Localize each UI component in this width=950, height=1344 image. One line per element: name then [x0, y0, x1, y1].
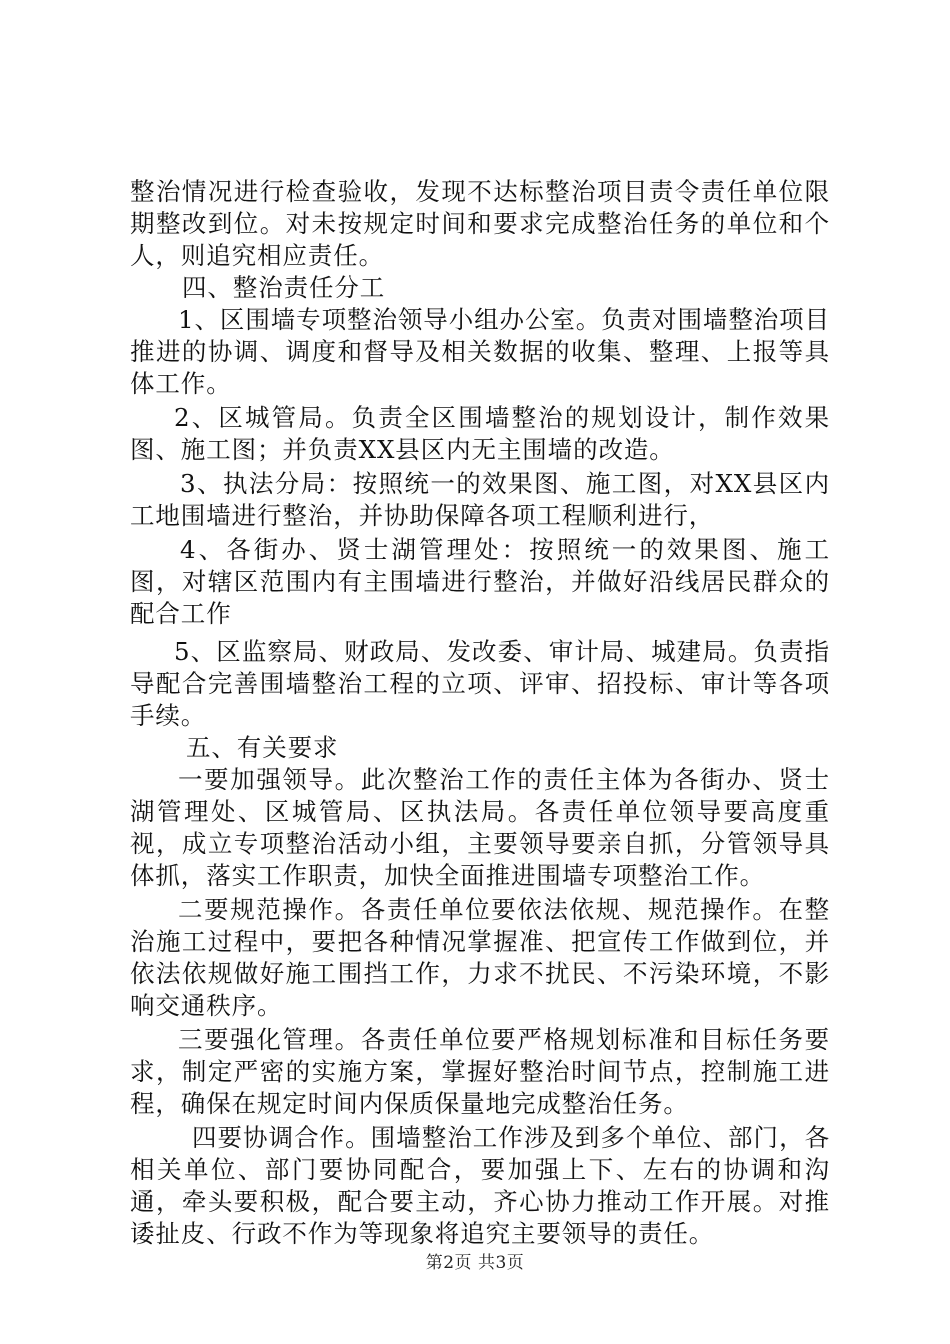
paragraph-requirement-3: 三要强化管理。各责任单位要严格规划标准和目标任务要求，制定严密的实施方案，掌握好整治时间节点，控制施工进程，确保在规定时间内保质保量地完成整治任务。 — [130, 1025, 830, 1118]
section-heading-requirements: 五、有关要求 — [186, 733, 339, 762]
paragraph-item-1: 1、区围墙专项整治领导小组办公室。负责对围墙整治项目推进的协调、调度和督导及相关数据的收集、整理、上报等具体工作。 — [130, 305, 830, 398]
paragraph-item-2: 2、区城管局。负责全区围墙整治的规划设计，制作效果图、施工图；并负责XX县区内无主围墙的改造。 — [130, 403, 830, 464]
paragraph-continuation: 整治情况进行检查验收，发现不达标整治项目责令责任单位限期整改到位。对未按规定时间和要求完成整治任务的单位和个人，则追究相应责任。 — [130, 177, 830, 270]
paragraph-item-5: 5、区监察局、财政局、发改委、审计局、城建局。负责指导配合完善围墙整治工程的立项、评审、招投标、审计等各项手续。 — [130, 637, 830, 730]
paragraph-requirement-4: 四要协调合作。围墙整治工作涉及到多个单位、部门，各相关单位、部门要协同配合，要加强上下、左右的协调和沟通，牵头要积极，配合要主动，齐心协力推动工作开展。对推诿扯皮、行政不作为等现象将追究主要领导的责任。 — [130, 1123, 830, 1248]
section-heading-responsibility: 四、整治责任分工 — [182, 273, 386, 302]
paragraph-item-3: 3、执法分局：按照统一的效果图、施工图，对XX县区内工地围墙进行整治，并协助保障各项工程顺利进行， — [130, 469, 830, 530]
paragraph-requirement-2: 二要规范操作。各责任单位要依法依规、规范操作。在整治施工过程中，要把各种情况掌握准、把宣传工作做到位，并依法依规做好施工围挡工作，力求不扰民、不污染环境，不影响交通秩序。 — [130, 895, 830, 1020]
page-number-footer: 第2页 共3页 — [425, 1253, 525, 1273]
document-body — [130, 176, 830, 1250]
paragraph-requirement-1: 一要加强领导。此次整治工作的责任主体为各街办、贤士湖管理处、区城管局、区执法局。各责任单位领导要高度重视，成立专项整治活动小组，主要领导要亲自抓，分管领导具体抓，落实工作职责，加快全面推进围墙专项整治工作。 — [130, 765, 830, 890]
paragraph-item-4: 4、各街办、贤士湖管理处：按照统一的效果图、施工图，对辖区范围内有主围墙进行整治，并做好沿线居民群众的配合工作 — [130, 535, 830, 628]
